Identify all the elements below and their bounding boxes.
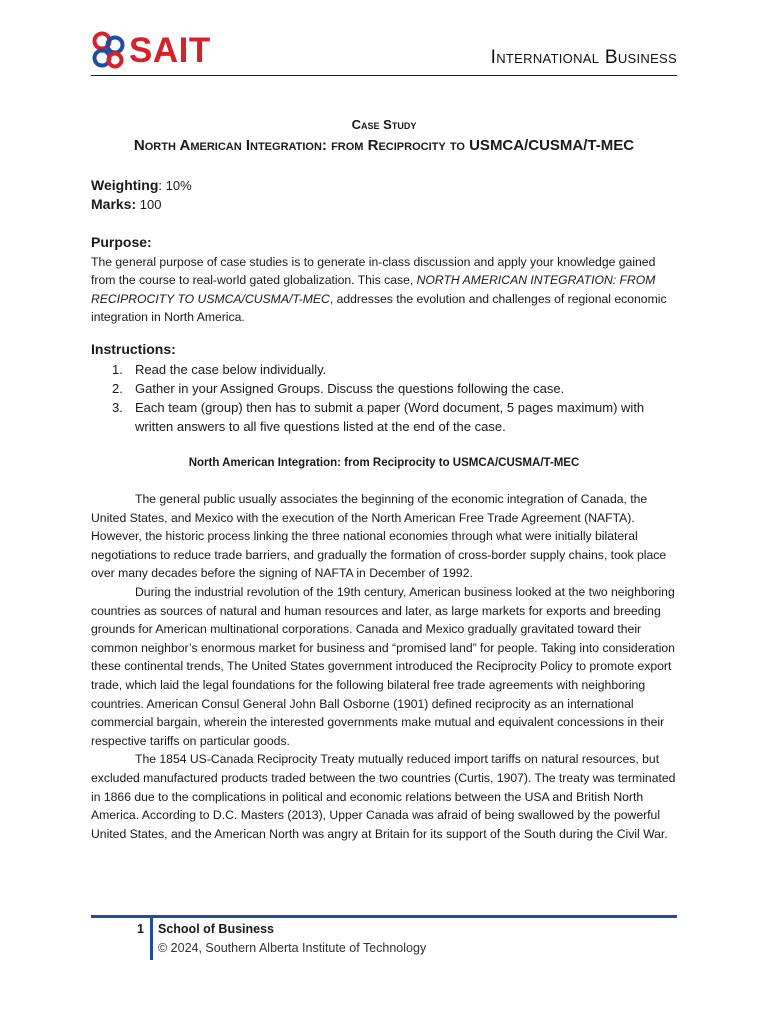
list-item-text: Read the case below individually. [135,362,327,377]
purpose-text-italic: NORTH AMERICAN INTEGRATION: FROM RECIPROCITY TO USMCA/CUSMA/T-MEC [91,273,656,306]
purpose-text-before: The general purpose of case studies is to generate in-class discussion and apply your knowledge gained from the course to real-world gated globalization. This case, [91,255,656,288]
list-item [91,379,681,398]
weighting-line [91,177,192,193]
list-item [91,360,681,379]
purpose-heading: Purpose: [91,234,152,250]
header-divider [91,75,677,76]
logo-text: SAIT [129,30,211,70]
footer-vertical-divider [150,915,153,960]
case-title: North American Integration: from Reciprocity to USMCA/CUSMA/T-MEC [133,137,635,154]
marks-line [91,196,161,212]
footer-school: School of Business [158,922,274,936]
list-item [91,398,681,436]
purpose-text [91,253,681,327]
weighting-value: : 10% [158,178,192,193]
list-item-number: 1. [112,362,123,377]
list-item-number: 2. [112,381,123,396]
article-paragraph: The 1854 US-Canada Reciprocity Treaty mutually reduced import tariffs on natural resources, but excluded manufactured products traded between the two countries (Curtis, 1907). The treaty was terminated in 1866 due to the complications in political and economic relations between the USA and British North America. According to D.C. Masters (2013), Upper Canada was afraid of being swallowed by the powerful United States, and the American North was angry at Britain for its support of the South during the Civil War. [91,752,676,841]
marks-label: Marks: [91,196,137,212]
list-item-text: Each team (group) then has to submit a paper (Word document, 5 pages maximum) with written answers to all five questions listed at the end of the case. [135,400,645,434]
article-body [91,490,681,843]
purpose-text-after: , addresses the evolution and challenges of regional economic integration in North America. [91,291,667,325]
page-number: 1 [137,922,144,936]
article-title: North American Integration: from Reciprocity to USMCA/CUSMA/T-MEC [188,457,580,469]
article-paragraph: The general public usually associates the beginning of the economic integration of Canada, the United States, and Mexico with the execution of the North American Free Trade Agreement (NAFTA). However, the historic process linking the three national economies through what were initially bilateral negotiations to reduce trade barriers, and gradually the formation of cross-border supply chains, took place over many decades before the signing of NAFTA in December of 1992. [91,492,667,581]
marks-value: 100 [136,197,162,212]
article-paragraph: During the industrial revolution of the 19th century, American business looked at the two neighboring countries as sources of natural and human resources and later, as large markets for exports and breeding grounds for American multinational corporations. Canada and Mexico gradually gravitated toward their common neighbor’s enormous market for business and “promised land” for people. Taking into consideration these continental trends, The United States government introduced the Reciprocity Policy to promote export trade, which laid the legal foundations for the following bilateral free trade agreements with neighboring countries. American Consul General John Ball Osborne (1901) defined reciprocity as an international commercial bargain, wherein the interested governments make mutual and equivalent concessions in their respective tariffs on particular goods. [91,584,675,748]
header-title: International Business [490,47,677,68]
footer-copyright: © 2024, Southern Alberta Institute of Technology [158,941,427,955]
list-item-number: 3. [112,400,123,415]
sait-logo [91,30,211,70]
list-item-text: Gather in your Assigned Groups. Discuss the questions following the case. [135,381,565,396]
instructions-list [91,360,681,436]
footer-divider [91,915,677,918]
case-label: Case Study [351,117,417,132]
sait-knot-logo-icon [91,31,127,69]
instructions-heading: Instructions: [91,341,176,357]
weighting-label: Weighting [91,177,159,193]
